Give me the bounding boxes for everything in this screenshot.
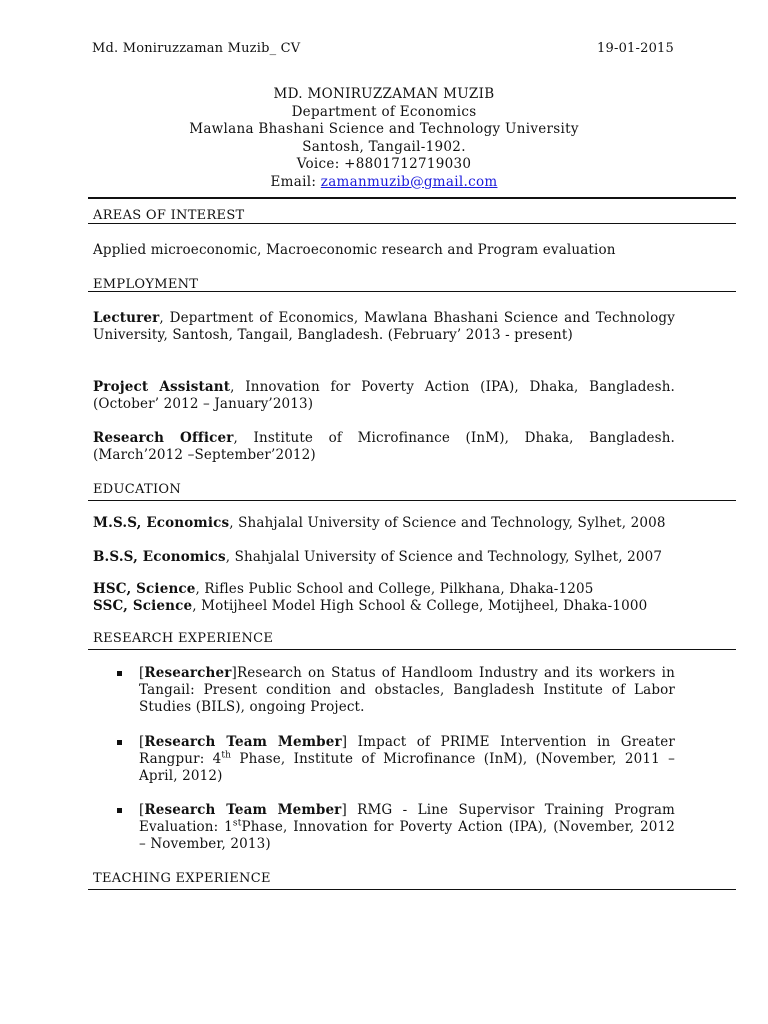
employment-detail: , Institute of Microfinance (InM), Dhaka, Bangladesh. (March’2012 –September’2012) [93, 430, 675, 463]
areas-text: Applied microeconomic, Macroeconomic research and Program evaluation [93, 242, 616, 258]
section-rule [88, 291, 736, 292]
section-title-research: RESEARCH EXPERIENCE [93, 631, 274, 646]
header-divider [88, 197, 736, 199]
person-name: MD. MONIRUZZAMAN MUZIB [273, 86, 495, 102]
education-item [93, 515, 675, 532]
running-header-date: 19-01-2015 [597, 41, 674, 56]
employment-item [93, 430, 675, 464]
email-line [92, 174, 676, 192]
section-title-teaching: TEACHING EXPERIENCE [93, 871, 271, 886]
bullet-square-icon [117, 808, 122, 813]
section-rule [88, 223, 736, 224]
education-detail: , Shahjalal University of Science and Technology, Sylhet, 2008 [229, 515, 666, 531]
employment-item [93, 310, 675, 344]
research-text: [Research Team Member] RMG - Line Supervisor Training Program Evaluation: 1stPhase, Innovation for Poverty Action (IPA), (November, 2012 – November, 2013) [139, 802, 675, 852]
employment-item [93, 379, 675, 413]
education-degree: SSC, Science [93, 598, 193, 614]
education-degree: B.S.S, Economics [93, 549, 226, 565]
contact-block [92, 86, 676, 191]
research-text: [Research Team Member] Impact of PRIME Intervention in Greater Rangpur: 4th Phase, Institute of Microfinance (InM), (November, 2011 – April, 2012) [139, 734, 675, 784]
education-detail: , Motijheel Model High School & College, Motijheel, Dhaka-1000 [192, 598, 648, 614]
employment-role: Lecturer [93, 310, 160, 326]
section-title-employment: EMPLOYMENT [93, 277, 199, 292]
bullet-square-icon [117, 671, 122, 676]
education-item [93, 549, 675, 566]
section-rule [88, 649, 736, 650]
section-title-areas: AREAS OF INTEREST [93, 208, 245, 223]
section-rule [88, 500, 736, 501]
education-item [93, 598, 647, 614]
research-role: Research Team Member [144, 802, 342, 818]
education-item [93, 581, 593, 597]
education-detail: , Rifles Public School and College, Pilkhana, Dhaka-1205 [195, 581, 594, 597]
voice: Voice: +8801712719030 [296, 156, 472, 172]
section-title-education: EDUCATION [93, 482, 182, 497]
bullet-square-icon [117, 740, 122, 745]
section-rule [88, 889, 736, 890]
address: Santosh, Tangail-1902. [302, 138, 466, 155]
department: Department of Economics [291, 103, 477, 120]
education-degree: M.S.S, Economics [93, 515, 230, 531]
university: Mawlana Bhashani Science and Technology University [189, 121, 579, 137]
email-label: Email: [270, 173, 321, 190]
employment-detail: , Department of Economics, Mawlana Bhashani Science and Technology University, Santosh, Tangail, Bangladesh. (February’ 2013 - present) [93, 310, 675, 343]
employment-role: Research Officer [93, 430, 234, 446]
research-role: Research Team Member [144, 734, 342, 750]
employment-detail: , Innovation for Poverty Action (IPA), Dhaka, Bangladesh. (October’ 2012 – January’2013) [93, 379, 676, 412]
education-degree: HSC, Science [93, 581, 196, 597]
education-detail: , Shahjalal University of Science and Technology, Sylhet, 2007 [225, 549, 663, 565]
running-header-title: Md. Moniruzzaman Muzib_ CV [92, 41, 301, 56]
research-text: [Researcher]Research on Status of Handloom Industry and its workers in Tangail: Present condition and obstacles, Bangladesh Institute of Labor Studies (BILS), ongoing Project. [139, 665, 675, 715]
employment-role: Project Assistant [93, 379, 231, 395]
email-link[interactable]: zamanmuzib@gmail.com [320, 173, 498, 190]
research-role: Researcher [144, 665, 232, 681]
